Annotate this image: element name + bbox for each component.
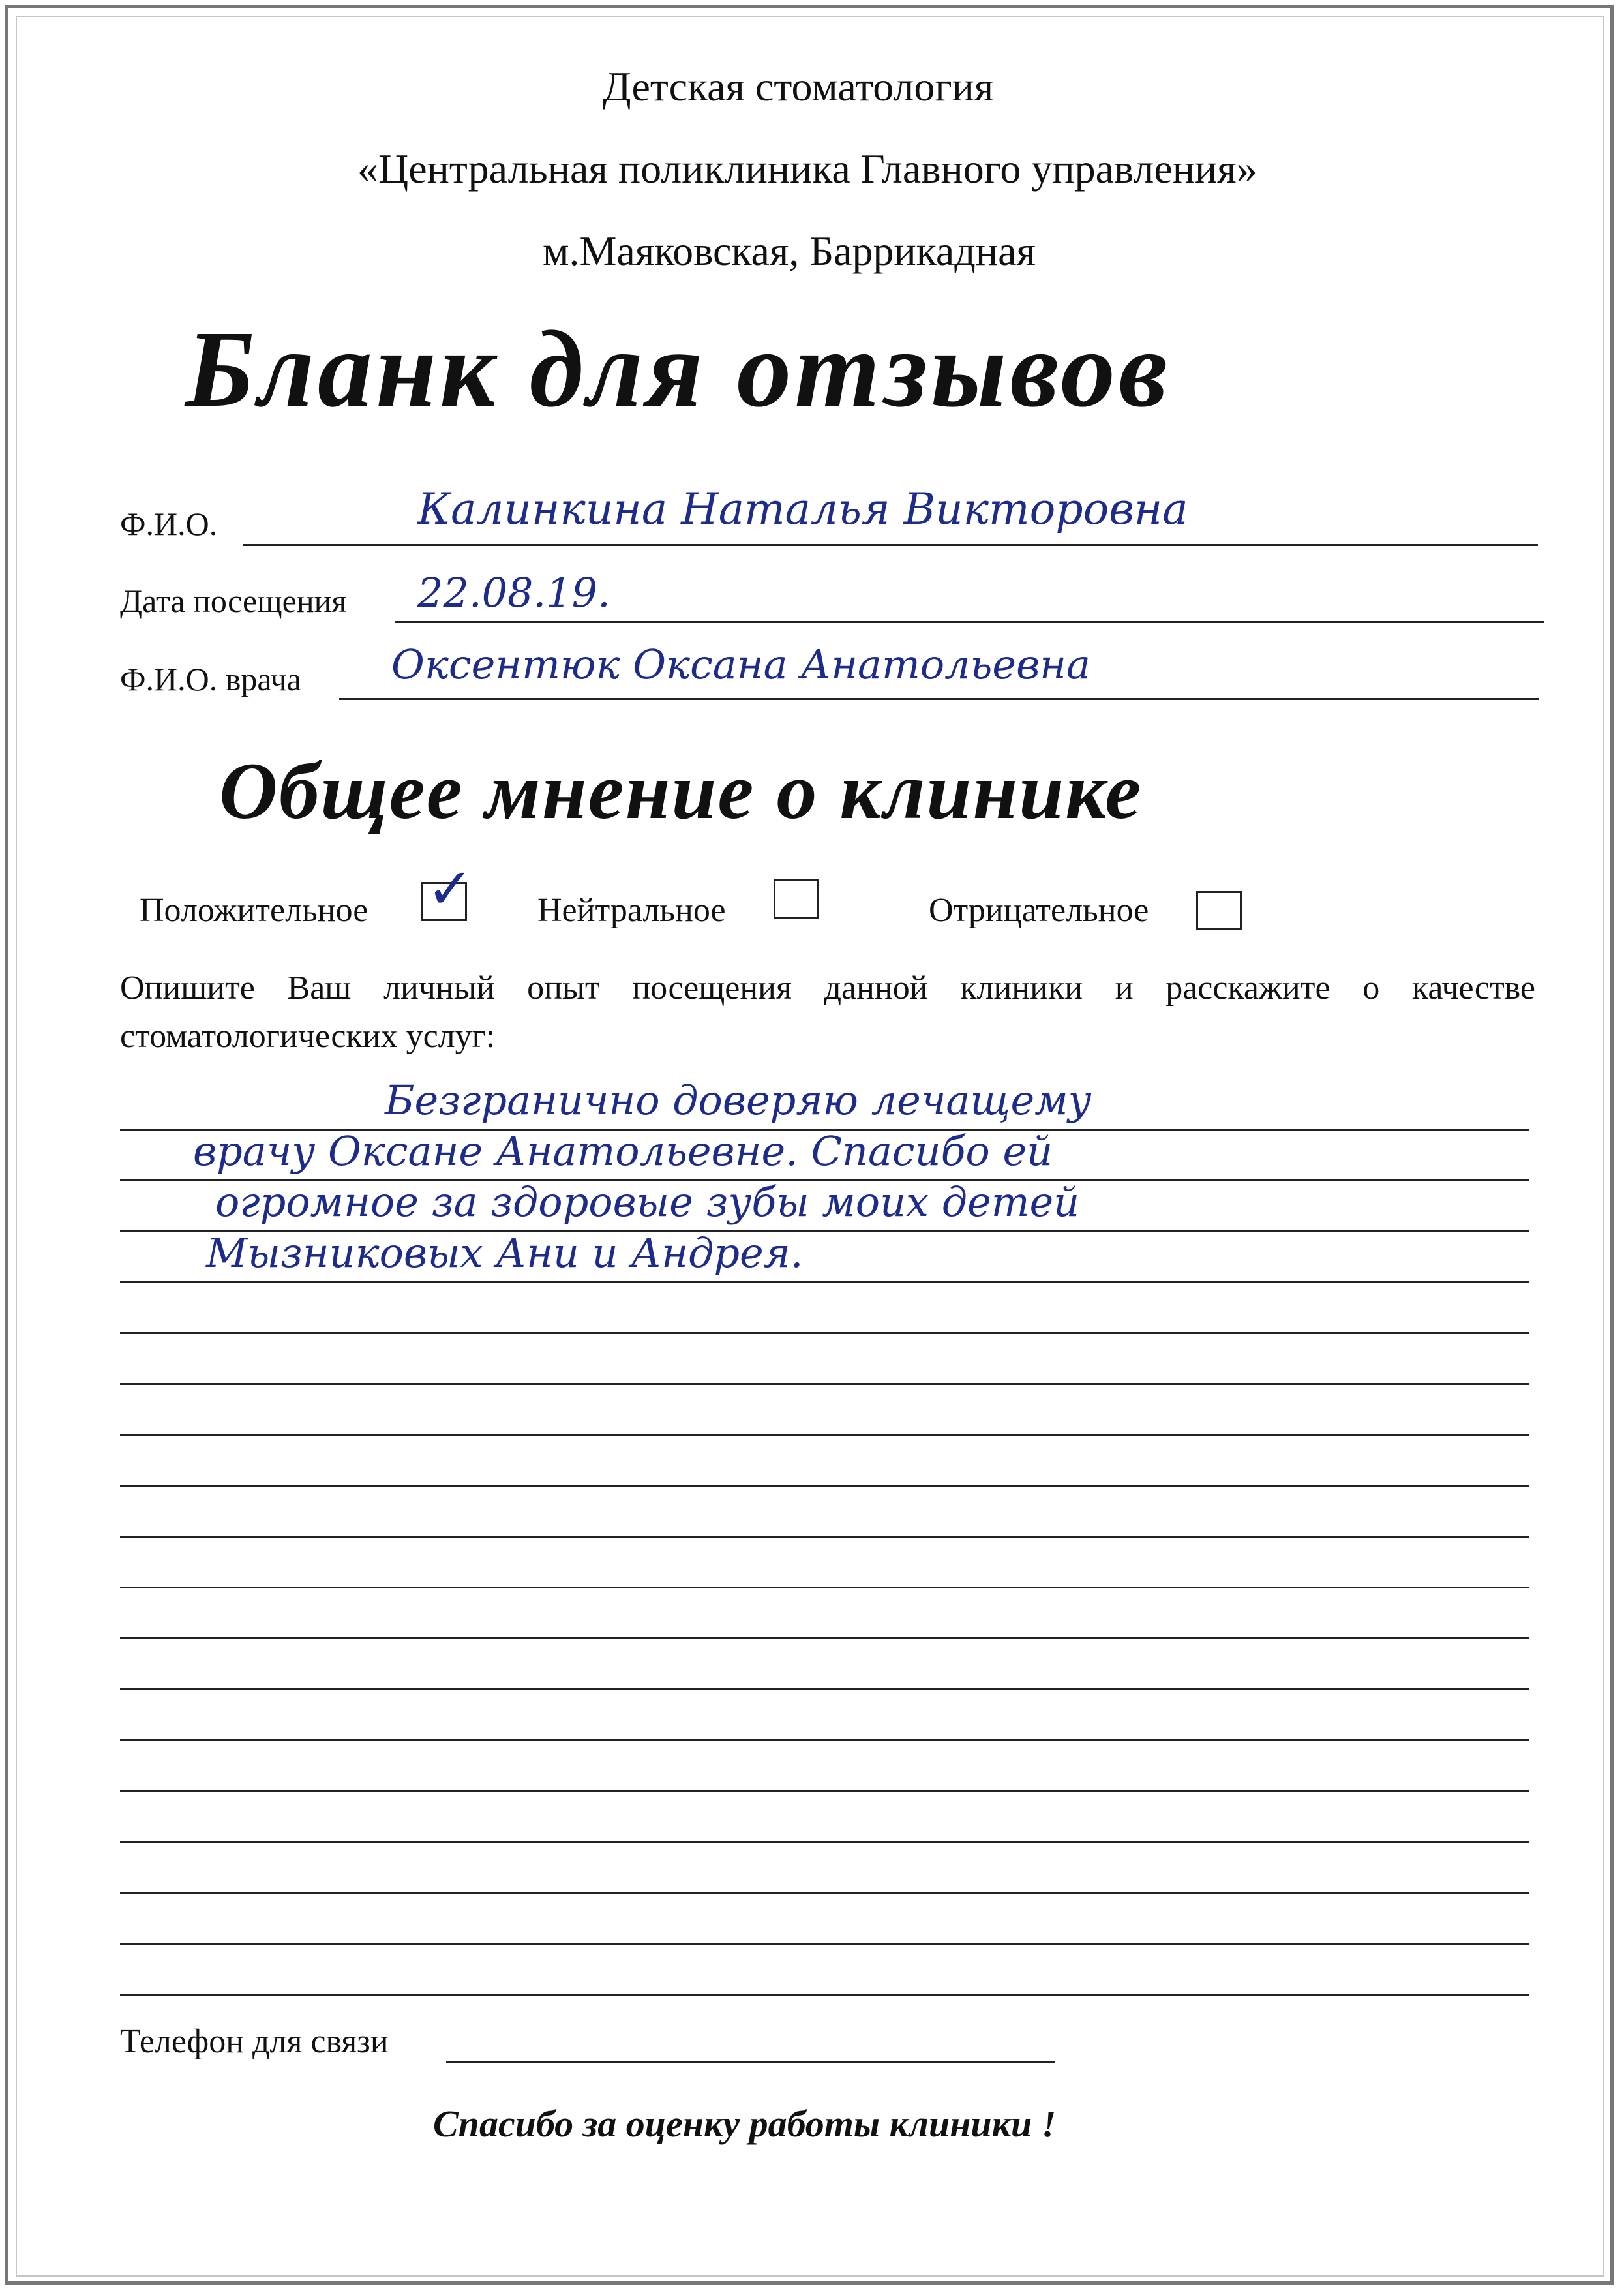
fio-rule — [243, 544, 1538, 546]
doctor-rule — [339, 698, 1539, 700]
ruled-line — [120, 1485, 1529, 1487]
doctor-value[interactable]: Оксентюк Оксана Анатольевна — [391, 641, 1090, 688]
thanks-text: Спасибо за оценку работы клиники ! — [433, 2103, 1057, 2145]
ruled-line — [120, 1536, 1529, 1538]
feedback-line-3[interactable]: огромное за здоровые зубы моих детей — [215, 1178, 1080, 1226]
ruled-line — [120, 1943, 1529, 1945]
ruled-line — [120, 1587, 1529, 1588]
visit-date-label: Дата посещения — [120, 583, 347, 619]
ruled-line — [120, 1281, 1529, 1283]
phone-label: Телефон для связи — [120, 2023, 389, 2060]
header-line-2: «Центральная поликлиника Главного управления» — [357, 145, 1257, 192]
header-line-1: Детская стоматология — [603, 63, 994, 110]
header-line-3: м.Маяковская, Баррикадная — [543, 228, 1036, 274]
option-neutral-label: Нейтральное — [537, 892, 726, 929]
phone-rule[interactable] — [446, 2061, 1055, 2063]
ruled-line — [120, 1383, 1529, 1385]
option-positive-label: Положительное — [140, 892, 368, 929]
doctor-label: Ф.И.О. врача — [120, 661, 301, 697]
ruled-line — [120, 1637, 1529, 1639]
ruled-line — [120, 1688, 1529, 1690]
option-neutral-checkbox[interactable] — [774, 879, 819, 919]
visit-date-value[interactable]: 22.08.19. — [417, 569, 610, 616]
feedback-line-2[interactable]: врачу Оксане Анатольевне. Спасибо ей — [193, 1127, 1053, 1175]
ruled-line — [120, 1434, 1529, 1436]
ruled-line — [120, 1332, 1529, 1334]
ruled-line — [120, 1994, 1529, 1996]
option-negative-label: Отрицательное — [929, 892, 1149, 929]
option-negative-checkbox[interactable] — [1196, 891, 1242, 930]
ruled-line — [120, 1892, 1529, 1894]
feedback-prompt: Опишите Ваш личный опыт посещения данной клиники и расскажите о качестве стоматологических услуг: — [120, 969, 1535, 1055]
fio-value[interactable]: Калинкина Наталья Викторовна — [417, 484, 1188, 534]
opinion-title: Общее мнение о клинике — [219, 746, 1143, 836]
fio-label: Ф.И.О. — [120, 506, 218, 542]
ruled-line — [120, 1739, 1529, 1741]
ruled-line — [120, 1841, 1529, 1843]
feedback-line-1[interactable]: Безгранично доверяю лечащему — [385, 1076, 1092, 1124]
form-title: Бланк для отзывов — [185, 309, 1171, 430]
feedback-line-4[interactable]: Мызниковых Ани и Андрея. — [206, 1229, 804, 1277]
visit-date-rule — [395, 621, 1544, 623]
check-mark-icon: ✓ — [427, 857, 474, 922]
ruled-line — [120, 1790, 1529, 1792]
